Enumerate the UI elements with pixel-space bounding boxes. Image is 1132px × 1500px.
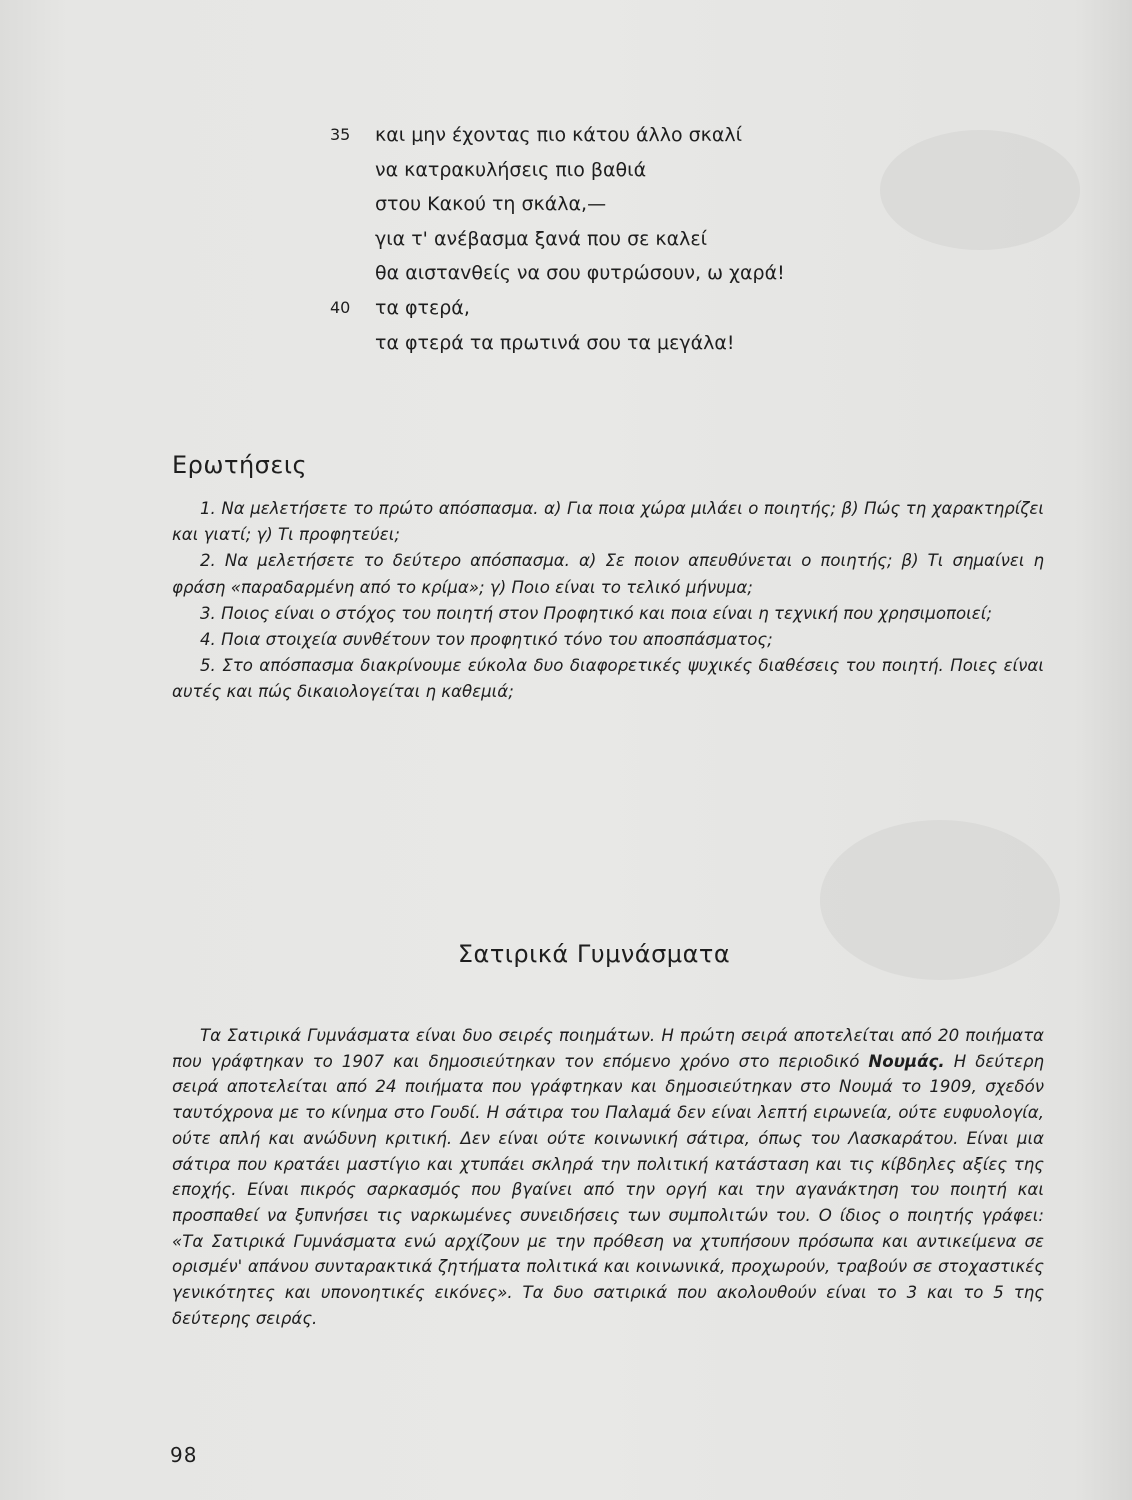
poem-line <box>330 153 1050 188</box>
line-number: 40 <box>330 297 351 317</box>
poem-line-text: και μην έχοντας πιο κάτου άλλο σκαλί <box>375 124 743 146</box>
poem-line-text: τα φτερά τα πρωτινά σου τα μεγάλα! <box>375 331 735 354</box>
questions-heading: Ερωτήσεις <box>172 451 308 479</box>
question-item: 5. Στο απόσπασμα διακρίνουμε εύκολα δυο διαφορετικές ψυχικές διαθέσεις του ποιητή. Ποιες είναι αυτές και πώς δικαιολογείται η καθεμιά; <box>172 656 1044 702</box>
line-number: 35 <box>330 125 351 144</box>
poem-line-text: για τ' ανέβασμα ξανά που σε καλεί <box>375 227 708 250</box>
question-item: 2. Να μελετήσετε το δεύτερο απόσπασμα. α) Σε ποιον απευθύνεται ο ποιητής; β) Τι σημαίνει η φράση «παραδαρμένη από το κρίμα»; γ) Ποιο είναι το τελικό μήνυμα; <box>172 551 1044 597</box>
section-heading-satirika: Σατιρικά Γυμνάσματα <box>457 940 731 968</box>
poem-line <box>330 118 1050 153</box>
satirika-intro-paragraph <box>172 1023 1044 1331</box>
intro-text-rest: Η δεύτερη σειρά αποτελείται από 24 ποιήματα που γράφτηκαν και δημοσιεύτηκαν στο Νουμά το 1909, σχεδόν ταυτόχρονα με το κίνημα στο Γουδί. Η σάτιρα του Παλαμά δεν είναι λεπτή ειρωνεία, ούτε ευφυολογία, ούτε απλή και ανώδυνη κριτική. Δεν είναι ούτε κοινωνική σάτιρα, όπως του Λασκαράτου. Είναι μια σάτιρα που κρατάει μαστίγιο και χτυπάει σκληρά την πολιτική κατάσταση και τις κίβδηλες αξίες της εποχής. Είναι πικρός σαρκασμός που βγαίνει από την οργή και την αγανάκτηση του ποιητή και προσπαθεί να ξυπνήσει τις ναρκωμένες συνειδήσεις των συμπολιτών του. Ο ίδιος ο ποιητής γράφει: «Τα Σατιρικά Γυμνάσματα ενώ αρχίζουν με την πρόθεση να χτυπήσουν πρόσωπα και αντικείμενα σε ορισμέν' απάνου συνταρακτικά ζητήματα πολιτικά και κοινωνικά, προχωρούν, τραβούν σε στοχαστικές γενικότητες και υπονοητικές εικόνες». Τα δυο σατιρικά που ακολουθούν είναι το 3 και το 5 της δεύτερης σειράς. <box>172 1051 1044 1328</box>
poem-excerpt <box>330 118 1050 360</box>
question-item: 3. Ποιος είναι ο στόχος του ποιητή στον Προφητικό και ποια είναι η τεχνική που χρησιμοποιεί; <box>200 603 992 623</box>
poem-line-text: τα φτερά, <box>375 296 470 319</box>
poem-line-text: θα αισταvθείς να σου φυτρώσουν, ω χαρά! <box>375 262 785 285</box>
poem-line <box>330 256 1050 291</box>
poem-line <box>330 187 1050 222</box>
poem-line <box>330 291 1050 326</box>
question-item: 4. Ποια στοιχεία συνθέτουν τον προφητικό τόνο του αποσπάσματος; <box>200 630 773 650</box>
poem-line-text: στου Κακού τη σκάλα,— <box>375 193 607 216</box>
intro-text-start: Τα Σατιρικά Γυμνάσματα είναι δυο σειρές ποιημάτων. Η πρώτη σειρά αποτελείται από 20 ποιήματα που γράφτηκαν το 1907 και δημοσιεύτηκαν τον επόμενο χρόνο στο περιοδικό <box>172 1026 1044 1071</box>
journal-name-numas: Νουμάς. <box>868 1051 945 1071</box>
question-item: 1. Να μελετήσετε το πρώτο απόσπασμα. α) Για ποια χώρα μιλάει ο ποιητής; β) Πώς τη χαρακτηρίζει και γιατί; γ) Τι προφητεύει; <box>172 499 1044 545</box>
poem-line-text: να κατρακυλήσεις πιο βαθιά <box>375 158 647 181</box>
poem-line <box>330 222 1050 257</box>
questions-list <box>172 496 1044 706</box>
page-number: 98 <box>170 1443 198 1467</box>
poem-line <box>330 326 1050 361</box>
